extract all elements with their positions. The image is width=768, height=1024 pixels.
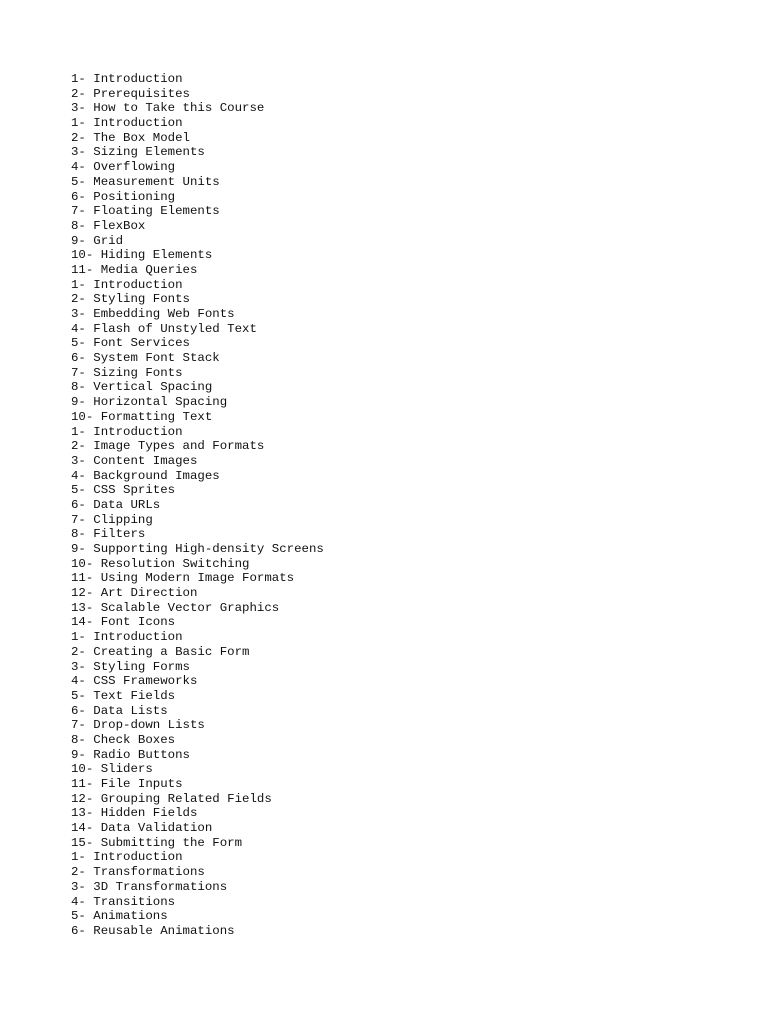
outline-line: 7- Sizing Fonts [71,365,183,380]
outline-line: 4- Overflowing [71,160,176,175]
outline-line: 3- Styling Forms [71,659,190,674]
outline-line: 6- Positioning [71,189,176,204]
outline-line: 1- Introduction [71,630,183,645]
outline-line: 1- Introduction [71,72,183,86]
outline-line: 13- Scalable Vector Graphics [71,600,280,615]
outline-line: 10- Resolution Switching [71,556,250,571]
outline-line: 1- Introduction [71,424,183,439]
outline-line: 4- Flash of Unstyled Text [71,321,257,336]
outline-line: 3- Sizing Elements [71,145,205,160]
outline-line: 5- CSS Sprites [71,483,176,498]
outline-line: 8- FlexBox [71,218,146,233]
outline-line: 4- Transitions [71,894,176,909]
outline-line: 7- Floating Elements [71,204,220,219]
outline-line: 14- Font Icons [71,615,176,630]
outline-line: 11- File Inputs [71,777,183,791]
outline-line: 8- Check Boxes [71,732,176,747]
outline-line: 1- Introduction [71,277,183,292]
outline-line: 2- Prerequisites [71,86,190,101]
outline-line: 8- Vertical Spacing [71,380,213,395]
outline-line: 2- Image Types and Formats [71,439,265,454]
outline-line: 4- Background Images [71,468,220,483]
outline-line: 10- Sliders [71,762,153,777]
outline-line: 14- Data Validation [71,821,213,836]
outline-line: 6- Data URLs [71,497,161,512]
outline-line: 6- System Font Stack [71,351,220,366]
outline-line: 3- How to Take this Course [71,101,265,116]
outline-line: 9- Horizontal Spacing [71,395,228,410]
outline-line: 12- Grouping Related Fields [71,791,272,806]
outline-line: 9- Radio Buttons [71,747,190,762]
outline-line: 13- Hidden Fields [71,806,198,821]
outline-line: 8- Filters [71,527,146,542]
outline-line: 6- Data Lists [71,703,168,718]
outline-line: 4- CSS Frameworks [71,674,198,689]
outline-line: 5- Font Services [71,336,190,351]
outline-line: 15- Submitting the Form [71,835,243,850]
outline-line: 9- Grid [71,233,124,248]
outline-line: 2- The Box Model [71,130,190,145]
outline-line: 7- Drop-down Lists [71,718,205,733]
outline-line: 1- Introduction [71,850,183,865]
outline-line: 5- Animations [71,909,168,924]
outline-line: 9- Supporting High-density Screens [71,542,324,556]
outline-line: 3- Content Images [71,453,198,468]
outline-line: 6- Reusable Animations [71,923,235,938]
outline-line: 12- Art Direction [71,586,198,601]
outline-line: 5- Measurement Units [71,174,220,189]
outline-line: 5- Text Fields [71,688,176,703]
outline-line: 3- 3D Transformations [71,879,228,894]
outline-line: 2- Creating a Basic Form [71,644,250,659]
course-outline-list [71,72,324,939]
outline-line: 3- Embedding Web Fonts [71,307,235,321]
outline-line: 10- Formatting Text [71,409,213,424]
outline-line: 2- Styling Fonts [71,292,190,307]
outline-line: 11- Media Queries [71,262,198,277]
outline-line: 11- Using Modern Image Formats [71,571,295,586]
outline-line: 2- Transformations [71,865,205,880]
outline-line: 10- Hiding Elements [71,248,213,263]
outline-line: 7- Clipping [71,512,153,527]
outline-line: 1- Introduction [71,116,183,131]
